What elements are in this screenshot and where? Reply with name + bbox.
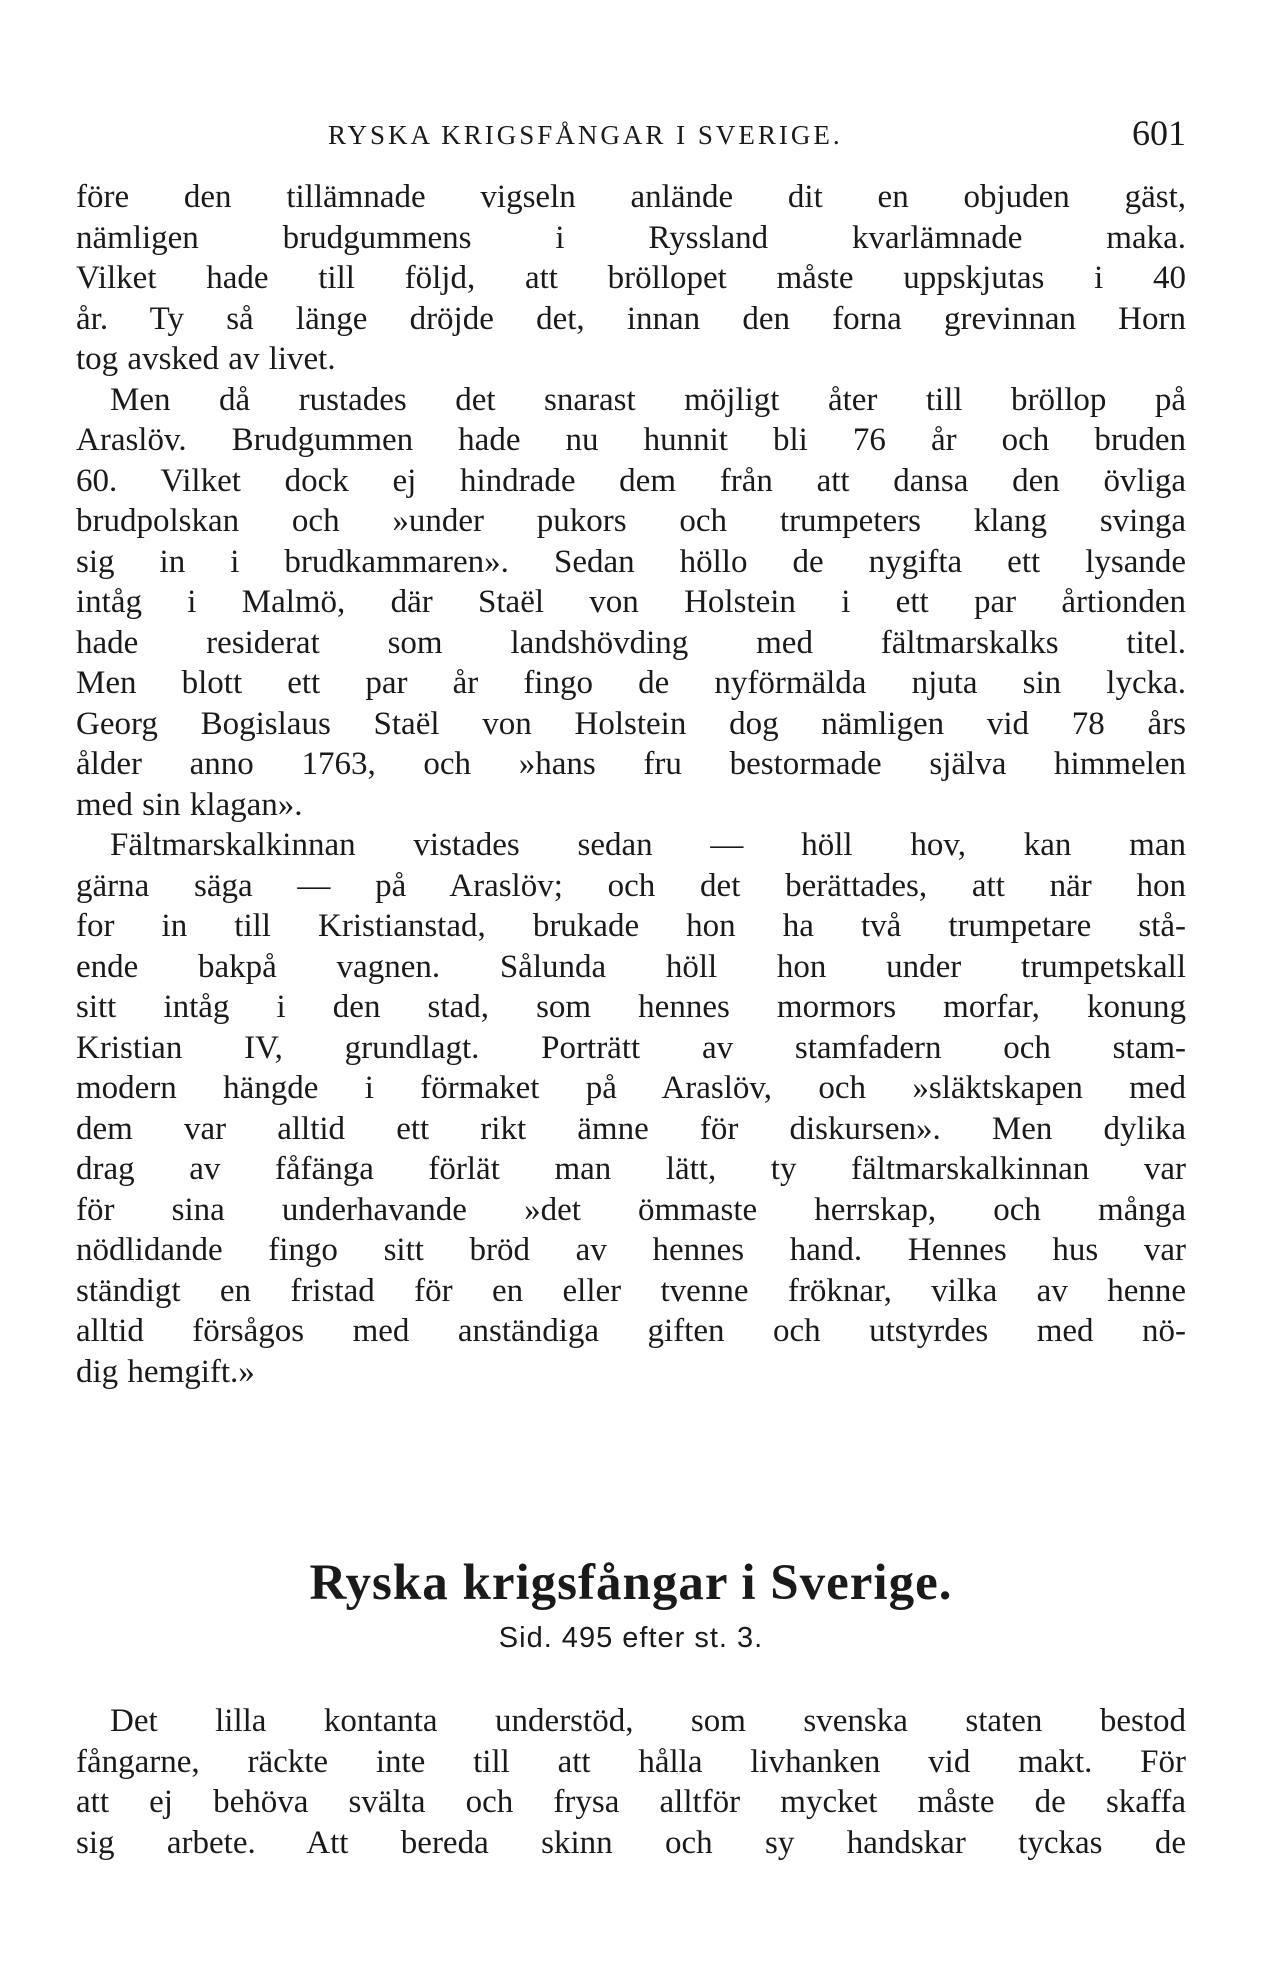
text-line: Araslöv. Brudgummen hade nu hunnit bli 76 år och bruden [76,422,1186,458]
text-line: nämligen brudgummens i Ryssland kvarlämnade maka. [76,219,1186,256]
text-line: fångarne, räckte inte till att hålla livhanken vid makt. För [76,1743,1186,1780]
text-line: sitt intåg i den stad, som hennes mormors morfar, konung [76,989,1186,1025]
text-line: nödlidande fingo sitt bröd av hennes hand. Hennes hus var [76,1232,1186,1268]
section-reference: Sid. 495 efter st. 3. [498,1622,764,1654]
text-line: Men blott ett par år fingo de nyförmälda njuta sin lycka. [76,665,1186,701]
body-text [76,177,1186,1392]
text-line: intåg i Malmö, där Staël von Holstein i ett par årtionden [76,584,1186,620]
section-heading: Ryska krigsfångar i Sverige. [309,1555,953,1611]
running-title: RYSKA KRIGSFÅNGAR I SVERIGE. [328,120,843,150]
text-line: att ej behöva svälta och frysa alltför mycket måste de skaffa [76,1784,1186,1820]
text-line: Kristian IV, grundlagt. Porträtt av stamfadern och stam- [76,1029,1186,1066]
text-line: med sin klagan». [76,786,303,823]
text-line: ende bakpå vagnen. Sålunda höll hon under trumpetskall [76,948,1186,985]
text-line: dem var alltid ett rikt ämne för diskursen». Men dylika [76,1110,1186,1147]
text-line: gärna säga — på Araslöv; och det berättades, att när hon [76,867,1186,904]
text-line: Men då rustades det snarast möjligt åter till bröllop på [110,381,1186,418]
text-line: ständigt en fristad för en eller tvenne fröknar, vilka av henne [76,1272,1186,1309]
text-line: brudpolskan och »under pukors och trumpeters klang svinga [76,503,1186,539]
text-line: år. Ty så länge dröjde det, innan den forna grevinnan Horn [76,300,1186,337]
text-line: Fältmarskalkinnan vistades sedan — höll hov, kan man [110,827,1186,863]
text-line: for in till Kristianstad, brukade hon ha två trumpetare stå- [76,908,1186,944]
text-line: sig in i brudkammaren». Sedan höllo de nygifta ett lysande [76,543,1186,580]
text-line: alltid försågos med anständiga giften och utstyrdes med nö- [76,1313,1186,1349]
text-line: Det lilla kontanta understöd, som svenska staten bestod [110,1703,1186,1739]
page-number: 601 [1132,113,1186,153]
text-line: sig arbete. Att bereda skinn och sy handskar tyckas de [76,1824,1186,1861]
text-line: dig hemgift.» [76,1353,255,1390]
text-line: Georg Bogislaus Staël von Holstein dog nämligen vid 78 års [76,705,1186,742]
text-line: för sina underhavande »det ömmaste herrskap, och många [76,1191,1186,1228]
text-line: ålder anno 1763, och »hans fru bestormade själva himmelen [76,746,1186,782]
book-page [76,0,1186,1986]
text-line: Vilket hade till följd, att bröllopet måste uppskjutas i 40 [76,260,1186,296]
text-line: modern hängde i förmaket på Araslöv, och »släktskapen med [76,1070,1186,1106]
section-text [76,1701,1186,1863]
text-line: före den tillämnade vigseln anlände dit en objuden gäst, [76,179,1186,215]
text-line: 60. Vilket dock ej hindrade dem från att dansa den övliga [76,462,1186,499]
text-line: tog avsked av livet. [76,341,336,377]
text-line: drag av fåfänga förlät man lätt, ty fältmarskalkinnan var [76,1151,1186,1187]
text-line: hade residerat som landshövding med fältmarskalks titel. [76,624,1186,661]
running-header [76,112,1186,152]
